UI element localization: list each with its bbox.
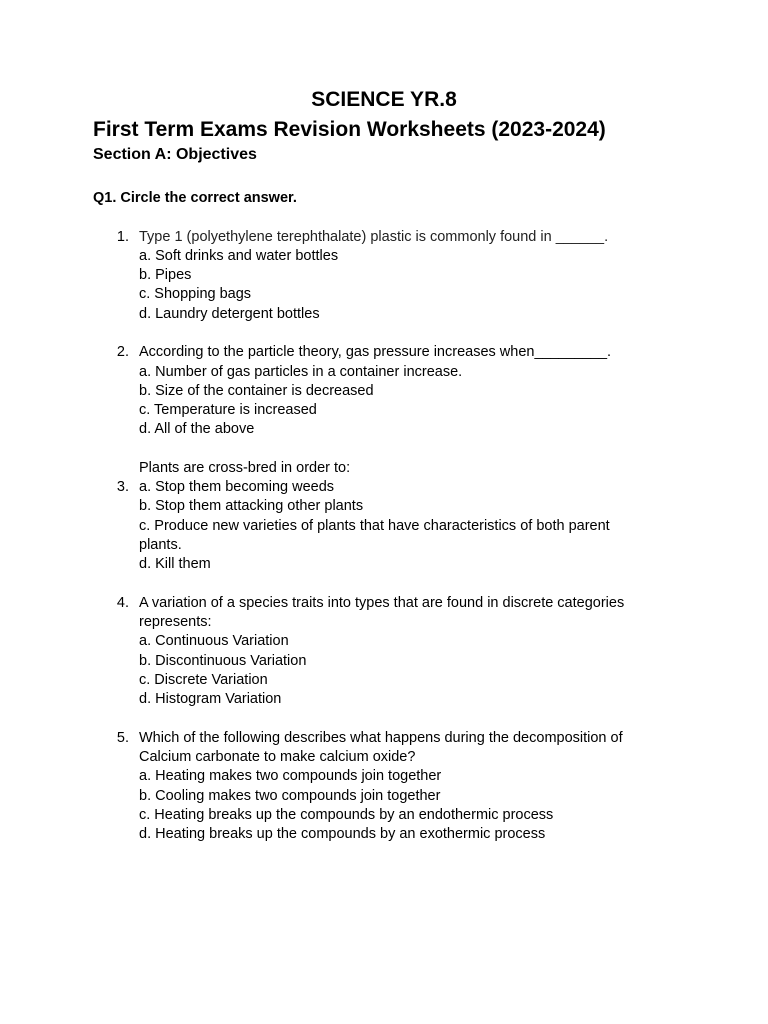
answer-option[interactable]: d. Heating breaks up the compounds by an exothermic process bbox=[139, 826, 546, 842]
question-stem: According to the particle theory, gas pressure increases when_________. bbox=[139, 344, 612, 360]
question-stem-continued: Calcium carbonate to make calcium oxide? bbox=[139, 749, 416, 765]
answer-option[interactable]: b. Discontinuous Variation bbox=[139, 653, 307, 669]
answer-option[interactable]: c. Temperature is increased bbox=[139, 402, 317, 418]
answer-option[interactable]: a. Heating makes two compounds join together bbox=[139, 768, 442, 784]
answer-option[interactable]: d. Histogram Variation bbox=[139, 691, 282, 707]
question-number: 4. bbox=[116, 595, 129, 611]
answer-option[interactable]: a. Number of gas particles in a container increase. bbox=[139, 364, 463, 380]
answer-option[interactable]: b. Pipes bbox=[139, 267, 192, 283]
question-number: 5. bbox=[116, 730, 129, 746]
answer-option[interactable]: b. Cooling makes two compounds join together bbox=[139, 788, 441, 804]
answer-option[interactable]: d. Kill them bbox=[139, 556, 211, 572]
question-instruction: Q1. Circle the correct answer. bbox=[93, 190, 297, 206]
question-number: 3. bbox=[116, 479, 129, 495]
answer-option[interactable]: c. Heating breaks up the compounds by an endothermic process bbox=[139, 807, 554, 823]
question-stem: A variation of a species traits into types that are found in discrete categories bbox=[139, 595, 625, 611]
answer-option[interactable]: d. Laundry detergent bottles bbox=[139, 306, 320, 322]
question-stem-continued: represents: bbox=[139, 614, 212, 630]
answer-option[interactable]: a. Continuous Variation bbox=[139, 633, 289, 649]
answer-option[interactable]: b. Size of the container is decreased bbox=[139, 383, 374, 399]
question-stem: Which of the following describes what happens during the decomposition of bbox=[139, 730, 623, 746]
answer-option[interactable]: a. Stop them becoming weeds bbox=[139, 479, 335, 495]
question-stem: Type 1 (polyethylene terephthalate) plastic is commonly found in ______. bbox=[139, 229, 609, 245]
answer-option[interactable]: a. Soft drinks and water bottles bbox=[139, 248, 339, 264]
page-title: SCIENCE YR.8 bbox=[311, 88, 457, 111]
answer-option-continued[interactable]: plants. bbox=[139, 537, 182, 553]
worksheet-subtitle: First Term Exams Revision Worksheets (2023-2024) bbox=[93, 118, 606, 141]
question-number: 2. bbox=[116, 344, 129, 360]
answer-option[interactable]: c. Discrete Variation bbox=[139, 672, 268, 688]
section-heading: Section A: Objectives bbox=[93, 146, 257, 163]
answer-option[interactable]: d. All of the above bbox=[139, 421, 255, 437]
answer-option[interactable]: c. Produce new varieties of plants that have characteristics of both parent bbox=[139, 518, 610, 534]
question-stem: Plants are cross-bred in order to: bbox=[139, 460, 351, 476]
question-number: 1. bbox=[116, 229, 129, 245]
answer-option[interactable]: b. Stop them attacking other plants bbox=[139, 498, 364, 514]
answer-option[interactable]: c. Shopping bags bbox=[139, 286, 252, 302]
